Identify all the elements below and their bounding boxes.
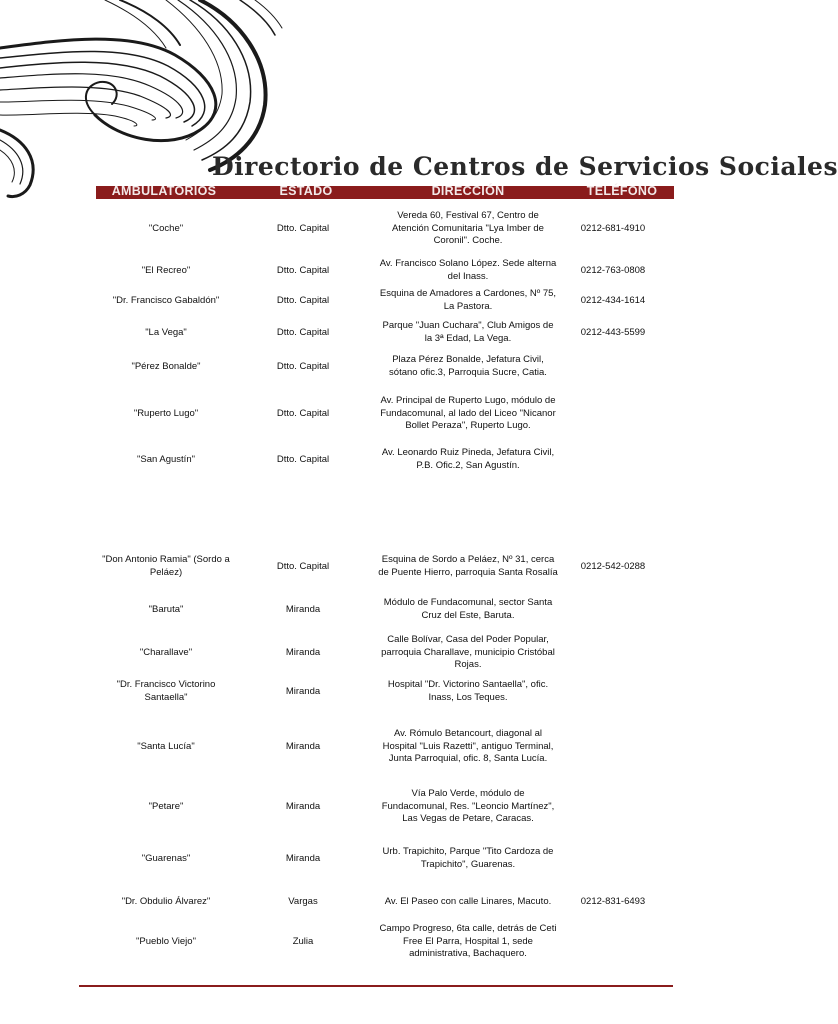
cell-ambulatorio: "San Agustín" — [137, 453, 195, 465]
header-telefono: TELÉFONO — [586, 184, 658, 198]
cell-estado: Dtto. Capital — [276, 264, 330, 276]
cell-direccion: Av. Leonardo Ruiz Pineda, Jefatura Civil, P.B. Ofic.2, San Agustín. — [381, 447, 555, 471]
cell-ambulatorio: "Santa Lucía" — [137, 740, 195, 752]
cell-estado: Dtto. Capital — [276, 560, 330, 572]
cell-estado: Dtto. Capital — [276, 326, 330, 338]
cell-estado: Dtto. Capital — [276, 453, 330, 465]
cell-estado: Miranda — [285, 603, 321, 615]
cell-telefono: 0212-831-6493 — [580, 895, 646, 907]
cell-ambulatorio: "Pérez Bonalde" — [131, 360, 201, 372]
cell-telefono — [566, 720, 660, 774]
cell-ambulatorio: "Dr. Francisco Gabaldón" — [112, 294, 220, 306]
header-direccion: DIRECCIÓN — [431, 184, 505, 198]
cell-estado: Dtto. Capital — [276, 294, 330, 306]
cell-telefono — [566, 922, 660, 962]
cell-estado: Dtto. Capital — [276, 222, 330, 234]
cell-telefono — [566, 780, 660, 834]
footer-divider — [79, 985, 673, 987]
cell-telefono: 0212-542-0288 — [580, 560, 646, 572]
cell-direccion: Campo Progreso, 6ta calle, detrás de Ceti Free El Parra, Hospital 1, sede administrativa, Bachaquero. — [379, 923, 557, 960]
cell-ambulatorio: "Guarenas" — [141, 852, 191, 864]
cell-ambulatorio: "La Vega" — [145, 326, 187, 338]
header-estado: ESTADO — [279, 184, 333, 198]
cell-direccion: Av. Francisco Solano López. Sede alterna del Inass. — [379, 258, 557, 282]
cell-telefono — [566, 633, 660, 673]
cell-direccion: Calle Bolívar, Casa del Poder Popular, parroquia Charallave, municipio Cristóbal Rojas. — [381, 634, 555, 671]
cell-ambulatorio: "Baruta" — [148, 603, 184, 615]
cell-telefono: 0212-443-5599 — [580, 326, 646, 338]
cell-telefono — [566, 679, 660, 705]
cell-estado: Miranda — [285, 740, 321, 752]
table-header — [96, 186, 674, 199]
cell-telefono: 0212-681-4910 — [580, 222, 646, 234]
cell-direccion: Av. El Paseo con calle Linares, Macuto. — [384, 895, 552, 907]
cell-telefono: 0212-763-0808 — [580, 264, 646, 276]
cell-ambulatorio: "Coche" — [148, 222, 184, 234]
cell-ambulatorio: "Petare" — [148, 800, 184, 812]
cell-direccion: Vía Palo Verde, módulo de Fundacomunal, Res. "Leoncio Martínez", Las Vegas de Petare, Caracas. — [381, 788, 555, 825]
cell-direccion: Plaza Pérez Bonalde, Jefatura Civil, sótano ofic.3, Parroquia Sucre, Catia. — [389, 354, 547, 378]
cell-direccion: Esquina de Amadores a Cardones, Nº 75, La Pastora. — [379, 288, 557, 312]
cell-ambulatorio: "Pueblo Viejo" — [136, 935, 196, 947]
cell-ambulatorio: "Dr. Obdulio Álvarez" — [121, 895, 211, 907]
cell-estado: Miranda — [285, 852, 321, 864]
cell-telefono — [566, 597, 660, 623]
header-ambulatorios: AMBULATORIOS — [111, 184, 217, 198]
cell-direccion: Urb. Trapichito, Parque "Tito Cardoza de Trapichito", Guarenas. — [382, 846, 554, 870]
cell-estado: Miranda — [285, 800, 321, 812]
cell-estado: Zulia — [292, 935, 314, 947]
cell-telefono — [566, 846, 660, 872]
cell-estado: Dtto. Capital — [276, 407, 330, 419]
cell-telefono — [566, 354, 660, 380]
cell-estado: Miranda — [285, 685, 321, 697]
cell-ambulatorio: "Don Antonio Ramia" (Sordo a Peláez) — [102, 554, 230, 578]
cell-direccion: Av. Rómulo Betancourt, diagonal al Hospital "Luis Razetti", antiguo Terminal, Junta Parroquial, ofic. 8, Santa Lucía. — [382, 728, 554, 765]
page-title: Directorio de Centros de Servicios Sociales — [212, 152, 838, 181]
cell-ambulatorio: "Dr. Francisco Victorino Santaella" — [116, 679, 216, 703]
cell-telefono — [566, 447, 660, 473]
cell-ambulatorio: "Charallave" — [139, 646, 193, 658]
cell-estado: Miranda — [285, 646, 321, 658]
cell-estado: Dtto. Capital — [276, 360, 330, 372]
cell-telefono: 0212-434-1614 — [580, 294, 646, 306]
cell-direccion: Av. Principal de Ruperto Lugo, módulo de Fundacomunal, al lado del Liceo "Nicanor Bollet Peraza", Ruperto Lugo. — [380, 395, 556, 432]
cell-direccion: Módulo de Fundacomunal, sector Santa Cruz del Este, Baruta. — [383, 597, 553, 621]
cell-direccion: Hospital "Dr. Victorino Santaella", ofic. Inass, Los Teques. — [387, 679, 549, 703]
cell-estado: Vargas — [288, 895, 318, 907]
cell-ambulatorio: "El Recreo" — [141, 264, 191, 276]
cell-direccion: Vereda 60, Festival 67, Centro de Atención Comunitaria "Lya Imber de Coronil". Coche. — [392, 210, 544, 247]
cell-telefono — [566, 388, 660, 440]
cell-direccion: Parque "Juan Cuchara", Club Amigos de la 3ª Edad, La Vega. — [382, 320, 554, 344]
cell-ambulatorio: "Ruperto Lugo" — [133, 407, 199, 419]
cell-direccion: Esquina de Sordo a Peláez, Nº 31, cerca de Puente Hierro, parroquia Santa Rosalía — [378, 554, 558, 578]
